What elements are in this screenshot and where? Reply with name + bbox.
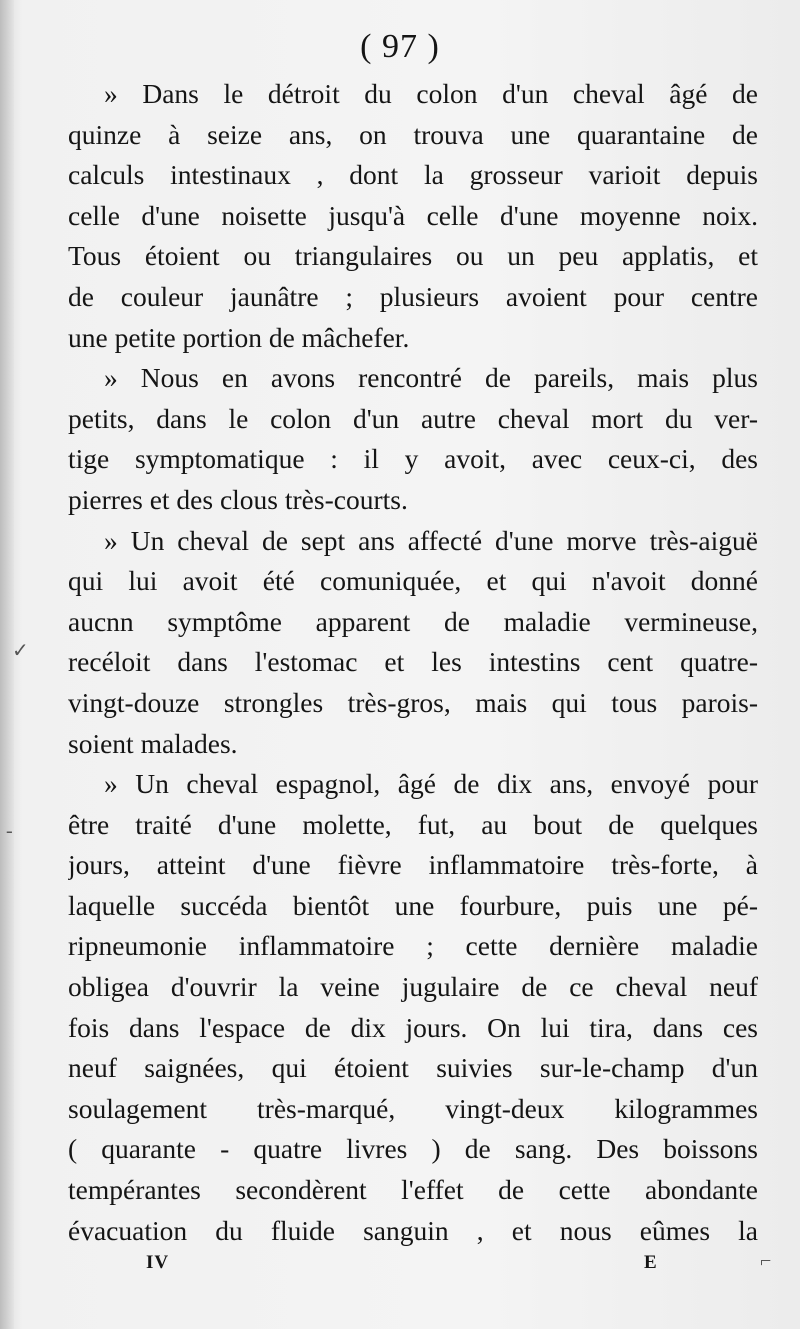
text-line: petits, dans le colon d'un autre cheval mort du ver-: [68, 402, 758, 434]
text-line: évacuation du fluide sanguin , et nous eûmes la: [68, 1214, 758, 1246]
text-line: fois dans l'espace de dix jours. On lui tira, dans ces: [68, 1011, 758, 1043]
margin-ink-mark: -: [6, 820, 13, 842]
text-line: Tous étoient ou triangulaires ou un peu applatis, et: [68, 240, 758, 272]
signature-volume-mark: IV: [146, 1252, 170, 1273]
body-text: [68, 74, 758, 1251]
page-number: ( 97 ): [360, 28, 440, 65]
text-line: une petite portion de mâchefer.: [68, 321, 410, 353]
text-line: pierres et des clous très-courts.: [68, 483, 408, 515]
text-line: de couleur jaunâtre ; plusieurs avoient pour centre: [68, 280, 758, 312]
text-line: » Dans le détroit du colon d'un cheval âgé de: [104, 78, 758, 109]
page-gutter-shadow: [0, 0, 14, 1329]
text-line: qui lui avoit été comuniquée, et qui n'avoit donné: [68, 565, 758, 597]
text-line: soulagement très-marqué, vingt-deux kilogrammes: [68, 1092, 758, 1124]
text-line: être traité d'une molette, fut, au bout de quelques: [68, 808, 758, 840]
text-line: tempérantes secondèrent l'effet de cette abondante: [68, 1174, 758, 1206]
text-line: soient malades.: [68, 727, 238, 759]
signature-sheet-mark: E: [644, 1252, 657, 1273]
text-line: laquelle succéda bientôt une fourbure, puis une pé-: [68, 889, 758, 921]
text-line: vingt-douze strongles très-gros, mais qui tous parois-: [68, 686, 758, 718]
text-line: » Un cheval de sept ans affecté d'une morve très-aiguë: [104, 524, 758, 556]
text-line: aucnn symptôme apparent de maladie vermineuse,: [68, 605, 758, 637]
text-line: recéloit dans l'estomac et les intestins cent quatre-: [68, 646, 758, 678]
text-line: ( quarante - quatre livres ) de sang. Des boissons: [68, 1133, 758, 1165]
text-line: calculs intestinaux , dont la grosseur varioit depuis: [68, 159, 758, 191]
text-line: ripneumonie inflammatoire ; cette dernière maladie: [68, 930, 758, 962]
text-line: quinze à seize ans, on trouva une quarantaine de: [68, 118, 758, 150]
text-line: jours, atteint d'une fièvre inflammatoire très-forte, à: [68, 849, 758, 881]
text-line: neuf saignées, qui étoient suivies sur-le-champ d'un: [68, 1052, 758, 1084]
text-line: celle d'une noisette jusqu'à celle d'une moyenne noix.: [68, 199, 758, 231]
text-line: » Un cheval espagnol, âgé de dix ans, envoyé pour: [104, 768, 758, 800]
text-line: » Nous en avons rencontré de pareils, mais plus: [104, 362, 758, 394]
margin-ink-mark: ⌐: [760, 1250, 772, 1272]
margin-ink-mark: ✓: [12, 640, 29, 662]
text-line: obligea d'ouvrir la veine jugulaire de ce cheval neuf: [68, 971, 758, 1003]
text-line: tige symptomatique : il y avoit, avec ceux-ci, des: [68, 443, 758, 475]
